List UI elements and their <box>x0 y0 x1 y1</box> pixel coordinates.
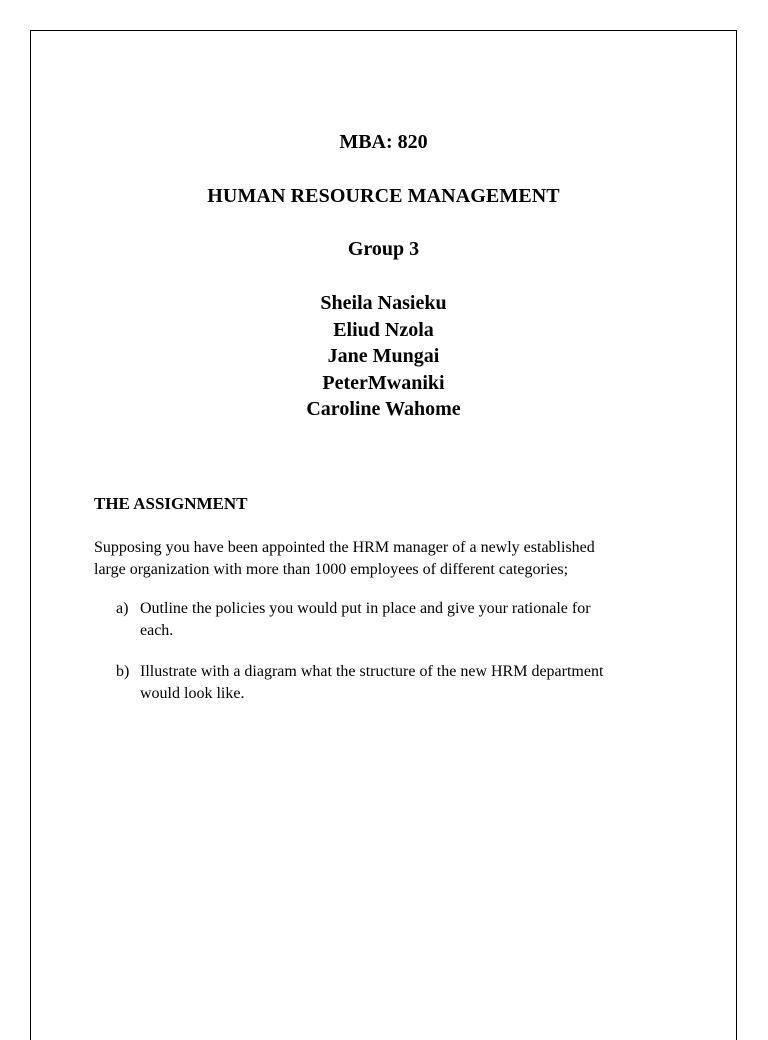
group-member: Caroline Wahome <box>306 398 461 420</box>
intro-line: Supposing you have been appointed the HRM manager of a newly established <box>94 539 595 556</box>
question-marker: b) <box>116 663 130 680</box>
question-marker: a) <box>116 600 129 617</box>
assignment-heading: THE ASSIGNMENT <box>94 494 248 513</box>
question-line: Illustrate with a diagram what the structure of the new HRM department <box>140 663 604 680</box>
group-member: Jane Mungai <box>327 345 440 367</box>
question-line: each. <box>140 622 174 639</box>
intro-line: large organization with more than 1000 employees of different categories; <box>94 561 569 578</box>
question-text <box>140 598 676 642</box>
group-label: Group 3 <box>347 238 420 260</box>
question-a <box>116 598 676 642</box>
group-member: PeterMwaniki <box>322 371 445 394</box>
question-b <box>116 661 676 705</box>
course-code: MBA: 820 <box>339 131 428 153</box>
question-line: Outline the policies you would put in place and give your rationale for <box>140 600 591 617</box>
group-member: Sheila Nasieku <box>320 292 447 314</box>
assignment-intro <box>94 537 694 581</box>
group-member: Eliud Nzola <box>333 318 434 341</box>
question-line: would look like. <box>140 685 245 702</box>
group-members-list <box>31 290 736 423</box>
course-title: HUMAN RESOURCE MANAGEMENT <box>207 185 560 207</box>
question-text <box>140 661 676 705</box>
document-page <box>30 30 737 1040</box>
